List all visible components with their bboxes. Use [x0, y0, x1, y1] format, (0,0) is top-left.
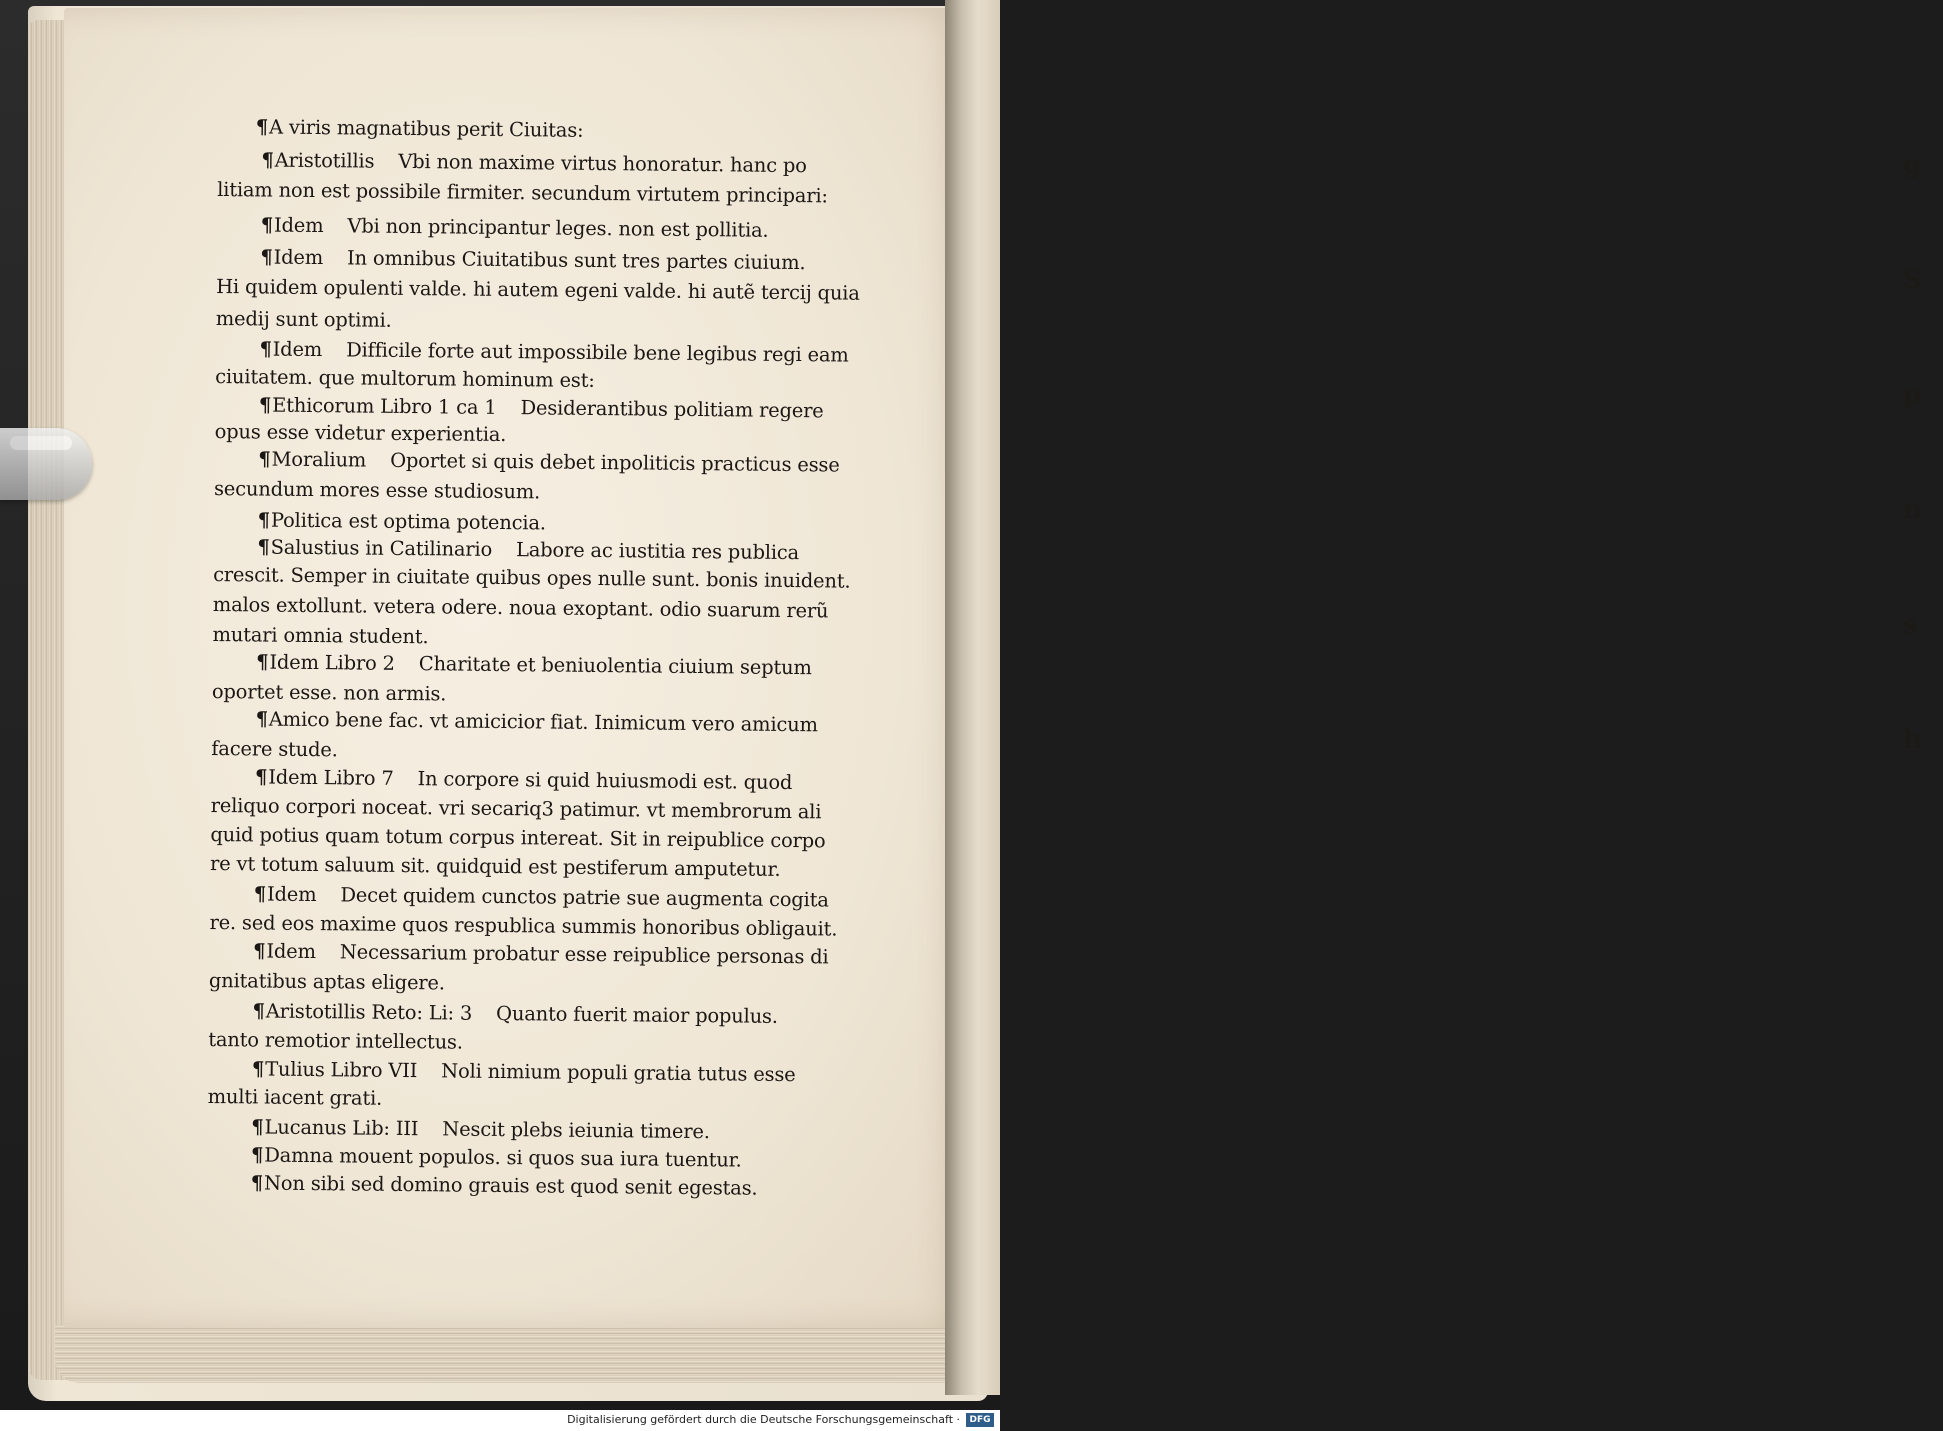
text-line-content: Salustius in Catilinario Labore ac iustitia res publica	[270, 535, 800, 565]
facing-glyph: g	[1903, 150, 1922, 180]
text-line-content: Idem Libro 2 Charitate et beniuolentia ciuium septum	[269, 650, 812, 680]
pilcrow-mark: ¶	[260, 245, 273, 269]
text-line	[208, 1082, 383, 1114]
text-line-content: Idem Necessarium probatur esse reipublice personas di	[266, 939, 829, 969]
text-line-content: Hi quidem opulenti valde. hi autem egeni valde. hi autẽ tercij quia	[216, 274, 860, 305]
text-line-content: Amico bene fac. vt amicicior fiat. Inimicum vero amicum	[268, 707, 818, 737]
pilcrow-mark: ¶	[251, 1057, 265, 1081]
pilcrow-mark: ¶	[255, 707, 268, 731]
text-line-content: litiam non est possibile firmiter. secundum virtutem principari:	[217, 177, 828, 208]
text-line-content: re vt totum saluum sit. quidquid est pestiferum amputetur.	[210, 851, 781, 881]
text-line	[216, 304, 392, 336]
text-line-content: facere stude.	[211, 736, 338, 762]
pilcrow-mark: ¶	[257, 535, 270, 559]
pilcrow-mark: ¶	[252, 999, 265, 1023]
pilcrow-mark: ¶	[251, 1115, 264, 1139]
text-line	[211, 734, 338, 765]
text-line-content: mutari omnia student.	[212, 622, 429, 649]
text-line-content: malos extollunt. vetera odere. noua exoptant. odio suarum rerũ	[212, 592, 829, 623]
text-line-content: Lucanus Lib: III Nescit plebs ieiunia timere.	[264, 1115, 710, 1144]
text-line-content: Ethicorum Libro 1 ca 1 Desiderantibus politiam regere	[272, 393, 824, 423]
text-line-content: gnitatibus aptas eligere.	[208, 968, 445, 995]
pilcrow-mark: ¶	[258, 447, 271, 471]
pilcrow-mark: ¶	[258, 393, 272, 417]
text-line-content: ciuitatem. que multorum hominum est:	[215, 364, 595, 392]
text-line-content: re. sed eos maxime quos respublica summis honoribus obligauit.	[209, 910, 838, 941]
text-line	[255, 704, 817, 740]
clip-shine	[10, 436, 72, 450]
page-clip	[0, 428, 92, 500]
dfg-logo: DFG	[966, 1413, 994, 1427]
text-line-content: medij sunt optimi.	[215, 306, 392, 332]
text-line-content: secundum mores esse studiosum.	[213, 476, 541, 504]
text-line-content: tanto remotior intellectus.	[208, 1027, 463, 1054]
page-edges-bottom	[55, 1325, 985, 1383]
text-line	[251, 1168, 758, 1203]
facing-glyph: p	[1903, 380, 1922, 410]
text-line-content: multi iacent grati.	[207, 1084, 383, 1110]
pilcrow-mark: ¶	[259, 337, 272, 361]
pilcrow-mark: ¶	[261, 148, 274, 172]
pilcrow-mark: ¶	[250, 1143, 264, 1167]
text-line-content: Aristotillis Reto: Li: 3 Quanto fuerit maior populus.	[265, 999, 778, 1028]
facing-glyph: n	[1903, 495, 1922, 525]
pilcrow-mark: ¶	[256, 650, 269, 674]
text-line-content: Idem In omnibus Ciuitatibus sunt tres partes ciuium.	[273, 245, 806, 275]
text-line	[256, 112, 584, 145]
text-line-content: Idem Difficile forte aut impossibile bene legibus regi eam	[272, 337, 849, 367]
text-line-content: Aristotillis Vbi non maxime virtus honoratur. hanc po	[274, 148, 807, 178]
text-line	[217, 175, 828, 211]
pilcrow-mark: ¶	[253, 882, 267, 906]
text-line-content: Non sibi sed domino grauis est quod senit egestas.	[263, 1171, 758, 1200]
book-gutter	[945, 0, 1922, 1395]
text-line-content: opus esse videtur experientia.	[214, 419, 507, 447]
text-line-content: quid potius quam totum corpus intereat. Sit in reipublice corpo	[210, 822, 826, 853]
text-line-content: Idem Libro 7 In corpore si quid huiusmodi est. quod	[268, 765, 793, 795]
text-line-content: reliquo corpori noceat. vri secariq3 patimur. vt membrorum ali	[210, 793, 822, 824]
pilcrow-mark: ¶	[250, 1171, 264, 1195]
text-line-content: Tulius Libro VII Noli nimium populi gratia tutus esse	[265, 1057, 796, 1087]
pilcrow-mark: ¶	[257, 508, 271, 532]
text-line-content: Moralium Oportet si quis debet inpoliticis practicus esse	[271, 447, 840, 477]
text-line	[214, 474, 540, 507]
text-line-content: Politica est optima potencia.	[270, 508, 546, 535]
text-line-content: Idem Vbi non principantur leges. non est pollitia.	[273, 213, 769, 242]
text-line-content: Idem Decet quidem cunctos patrie sue augmenta cogita	[266, 882, 829, 912]
facing-glyph: h	[1903, 725, 1922, 755]
text-line	[261, 210, 769, 245]
facing-glyph: S	[1903, 265, 1922, 295]
pilcrow-mark: ¶	[254, 765, 268, 789]
footer-credit: Digitalisierung gefördert durch die Deutsche Forschungsgemeinschaft ·	[567, 1413, 960, 1426]
facing-page-fragment	[1903, 95, 1943, 795]
text-line-content: oportet esse. non armis.	[211, 679, 447, 706]
text-line-content: Damna mouent populos. si quos sua iura tuentur.	[264, 1143, 742, 1172]
pilcrow-mark: ¶	[255, 115, 269, 139]
facing-glyph: s	[1903, 610, 1918, 640]
text-line	[209, 966, 445, 998]
text-line-content: crescit. Semper in ciuitate quibus opes nulle sunt. bonis inuident.	[213, 562, 851, 593]
text-line	[208, 1025, 463, 1058]
pilcrow-mark: ¶	[253, 939, 266, 963]
pilcrow-mark: ¶	[260, 213, 274, 237]
text-line-content: A viris magnatibus perit Ciuitas:	[268, 115, 584, 142]
footer-bar	[0, 1410, 1000, 1431]
